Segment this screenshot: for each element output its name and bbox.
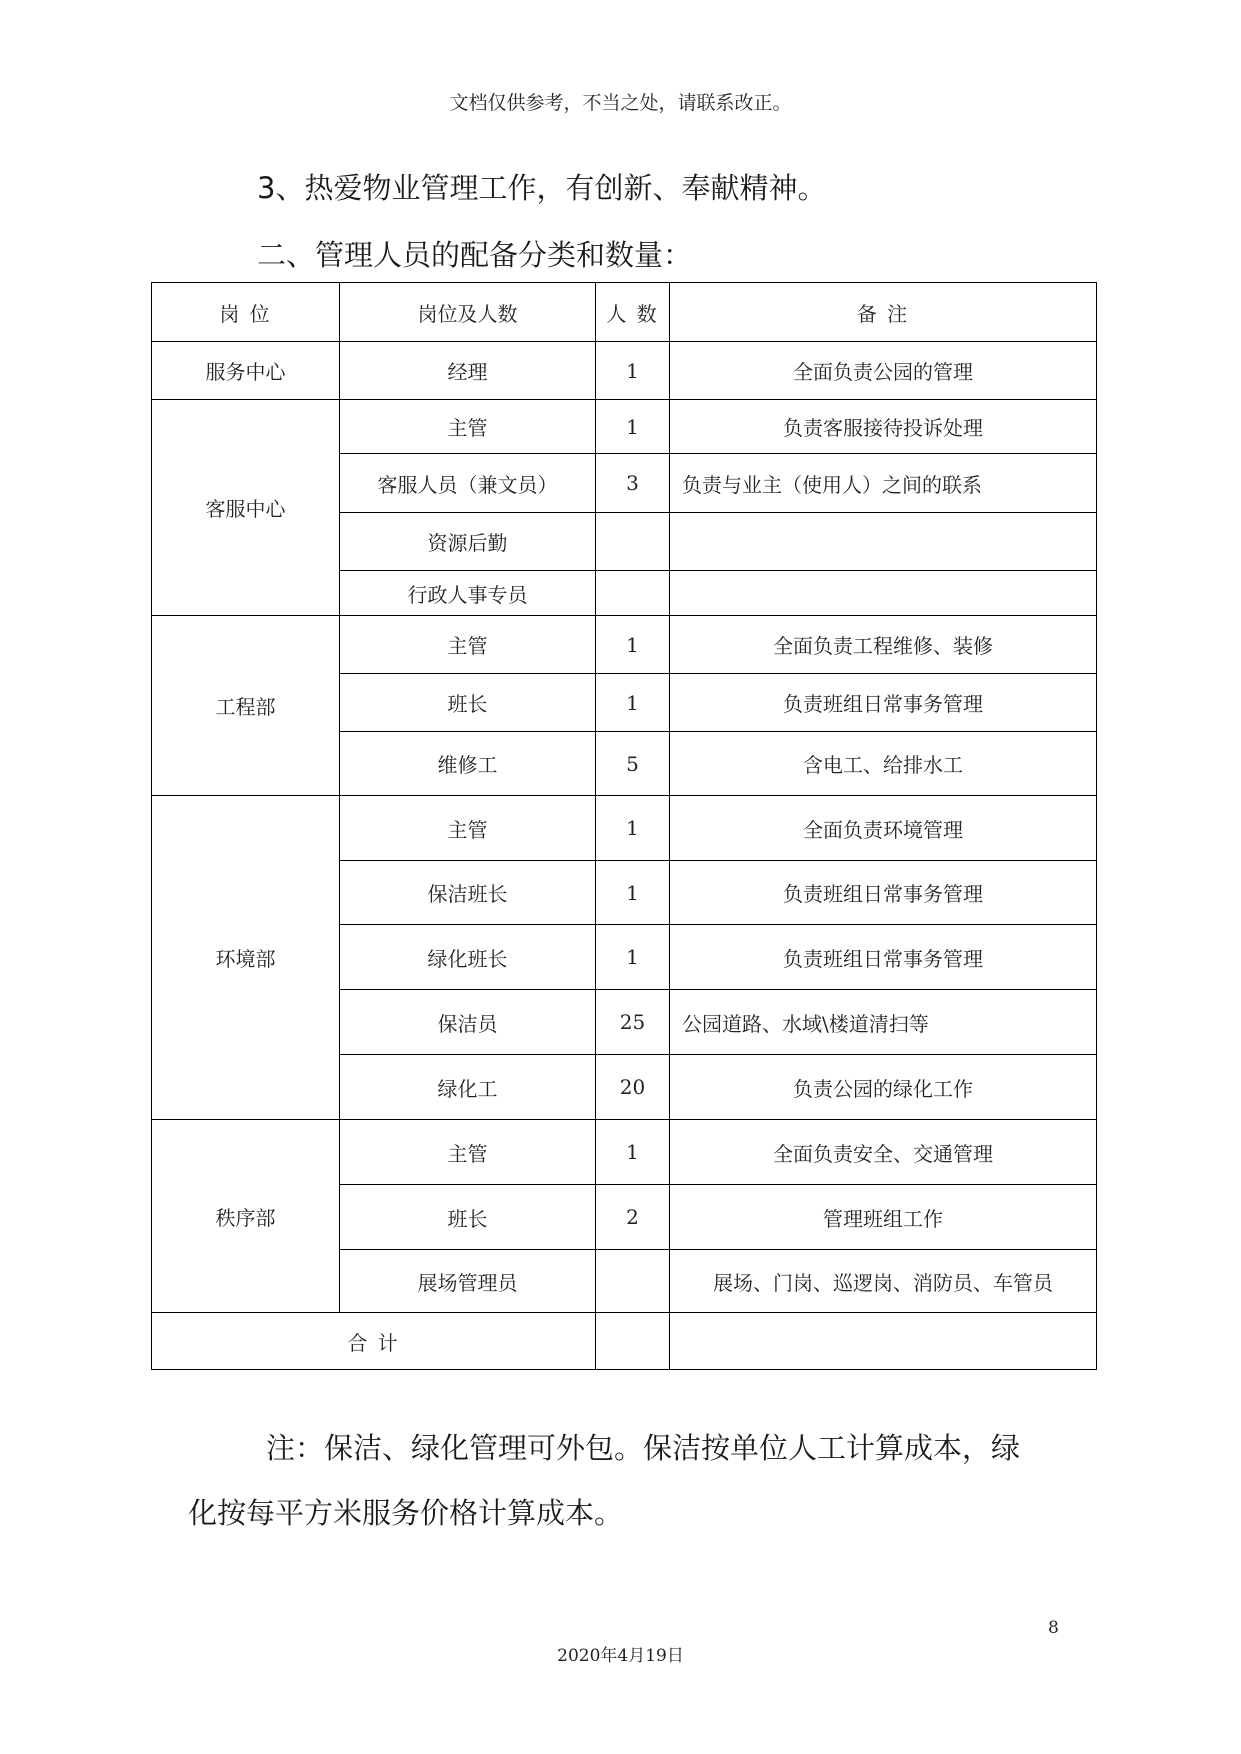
note-cell: 全面负责公园的管理 (670, 342, 1097, 400)
note-cell: 展场、门岗、巡逻岗、消防员、车管员 (670, 1250, 1097, 1313)
header-note: 备 注 (670, 283, 1097, 342)
dept-cell: 客服中心 (152, 400, 340, 616)
table-row (152, 400, 1097, 454)
note-cell: 负责班组日常事务管理 (670, 925, 1097, 990)
header-position: 岗位及人数 (340, 283, 596, 342)
count-cell: 1 (596, 1120, 670, 1185)
note-cell: 全面负责安全、交通管理 (670, 1120, 1097, 1185)
section-title: 二、管理人员的配备分类和数量： (257, 238, 693, 272)
header-dept: 岗 位 (152, 283, 340, 342)
position-cell: 资源后勤 (340, 513, 596, 571)
position-cell: 保洁班长 (340, 861, 596, 925)
table-header-row (152, 283, 1097, 342)
dept-cell: 服务中心 (152, 342, 340, 400)
dept-cell: 工程部 (152, 616, 340, 796)
count-cell: 5 (596, 732, 670, 796)
dept-cell: 环境部 (152, 796, 340, 1120)
note-cell: 全面负责环境管理 (670, 796, 1097, 861)
count-cell: 1 (596, 400, 670, 454)
count-cell: 3 (596, 454, 670, 513)
note-cell (670, 513, 1097, 571)
note-cell: 公园道路、水域\楼道清扫等 (670, 990, 1097, 1055)
position-cell: 主管 (340, 796, 596, 861)
table-row (152, 616, 1097, 674)
position-cell: 主管 (340, 616, 596, 674)
dept-cell: 秩序部 (152, 1120, 340, 1313)
count-cell: 1 (596, 342, 670, 400)
note-cell: 负责公园的绿化工作 (670, 1055, 1097, 1120)
position-cell: 班长 (340, 1185, 596, 1250)
count-cell: 1 (596, 925, 670, 990)
position-cell: 主管 (340, 400, 596, 454)
note-cell: 负责班组日常事务管理 (670, 674, 1097, 732)
position-cell: 客服人员（兼文员） (340, 454, 596, 513)
note-cell: 含电工、给排水工 (670, 732, 1097, 796)
count-cell: 1 (596, 616, 670, 674)
header-note: 文档仅供参考，不当之处，请联系改正。 (449, 92, 792, 114)
page-number: 8 (1048, 1618, 1059, 1638)
requirement-line-3: 3、热爱物业管理工作，有创新、奉献精神。 (257, 171, 827, 205)
count-cell (596, 513, 670, 571)
position-cell: 主管 (340, 1120, 596, 1185)
position-cell: 经理 (340, 342, 596, 400)
table-row (152, 796, 1097, 861)
table-row (152, 342, 1097, 400)
position-cell: 维修工 (340, 732, 596, 796)
count-cell: 20 (596, 1055, 670, 1120)
position-cell: 绿化工 (340, 1055, 596, 1120)
staff-table (151, 282, 1097, 1370)
note-cell: 负责班组日常事务管理 (670, 861, 1097, 925)
count-cell (596, 1250, 670, 1313)
note-cell: 负责与业主（使用人）之间的联系 (670, 454, 1097, 513)
count-cell: 1 (596, 674, 670, 732)
position-cell: 绿化班长 (340, 925, 596, 990)
note-line-2: 化按每平方米服务价格计算成本。 (188, 1496, 624, 1530)
position-cell: 班长 (340, 674, 596, 732)
total-note (670, 1313, 1097, 1370)
footer-date: 2020年4月19日 (557, 1646, 684, 1666)
total-count (596, 1313, 670, 1370)
count-cell: 1 (596, 861, 670, 925)
position-cell: 展场管理员 (340, 1250, 596, 1313)
total-label: 合 计 (152, 1313, 596, 1370)
note-cell: 全面负责工程维修、装修 (670, 616, 1097, 674)
note-cell: 负责客服接待投诉处理 (670, 400, 1097, 454)
note-cell: 管理班组工作 (670, 1185, 1097, 1250)
header-count: 人 数 (596, 283, 670, 342)
position-cell: 行政人事专员 (340, 571, 596, 616)
count-cell: 25 (596, 990, 670, 1055)
count-cell: 2 (596, 1185, 670, 1250)
count-cell (596, 571, 670, 616)
position-cell: 保洁员 (340, 990, 596, 1055)
table-row (152, 1120, 1097, 1185)
count-cell: 1 (596, 796, 670, 861)
note-cell (670, 571, 1097, 616)
note-line-1: 注：保洁、绿化管理可外包。保洁按单位人工计算成本，绿 (266, 1431, 1021, 1465)
table-total-row (152, 1313, 1097, 1370)
